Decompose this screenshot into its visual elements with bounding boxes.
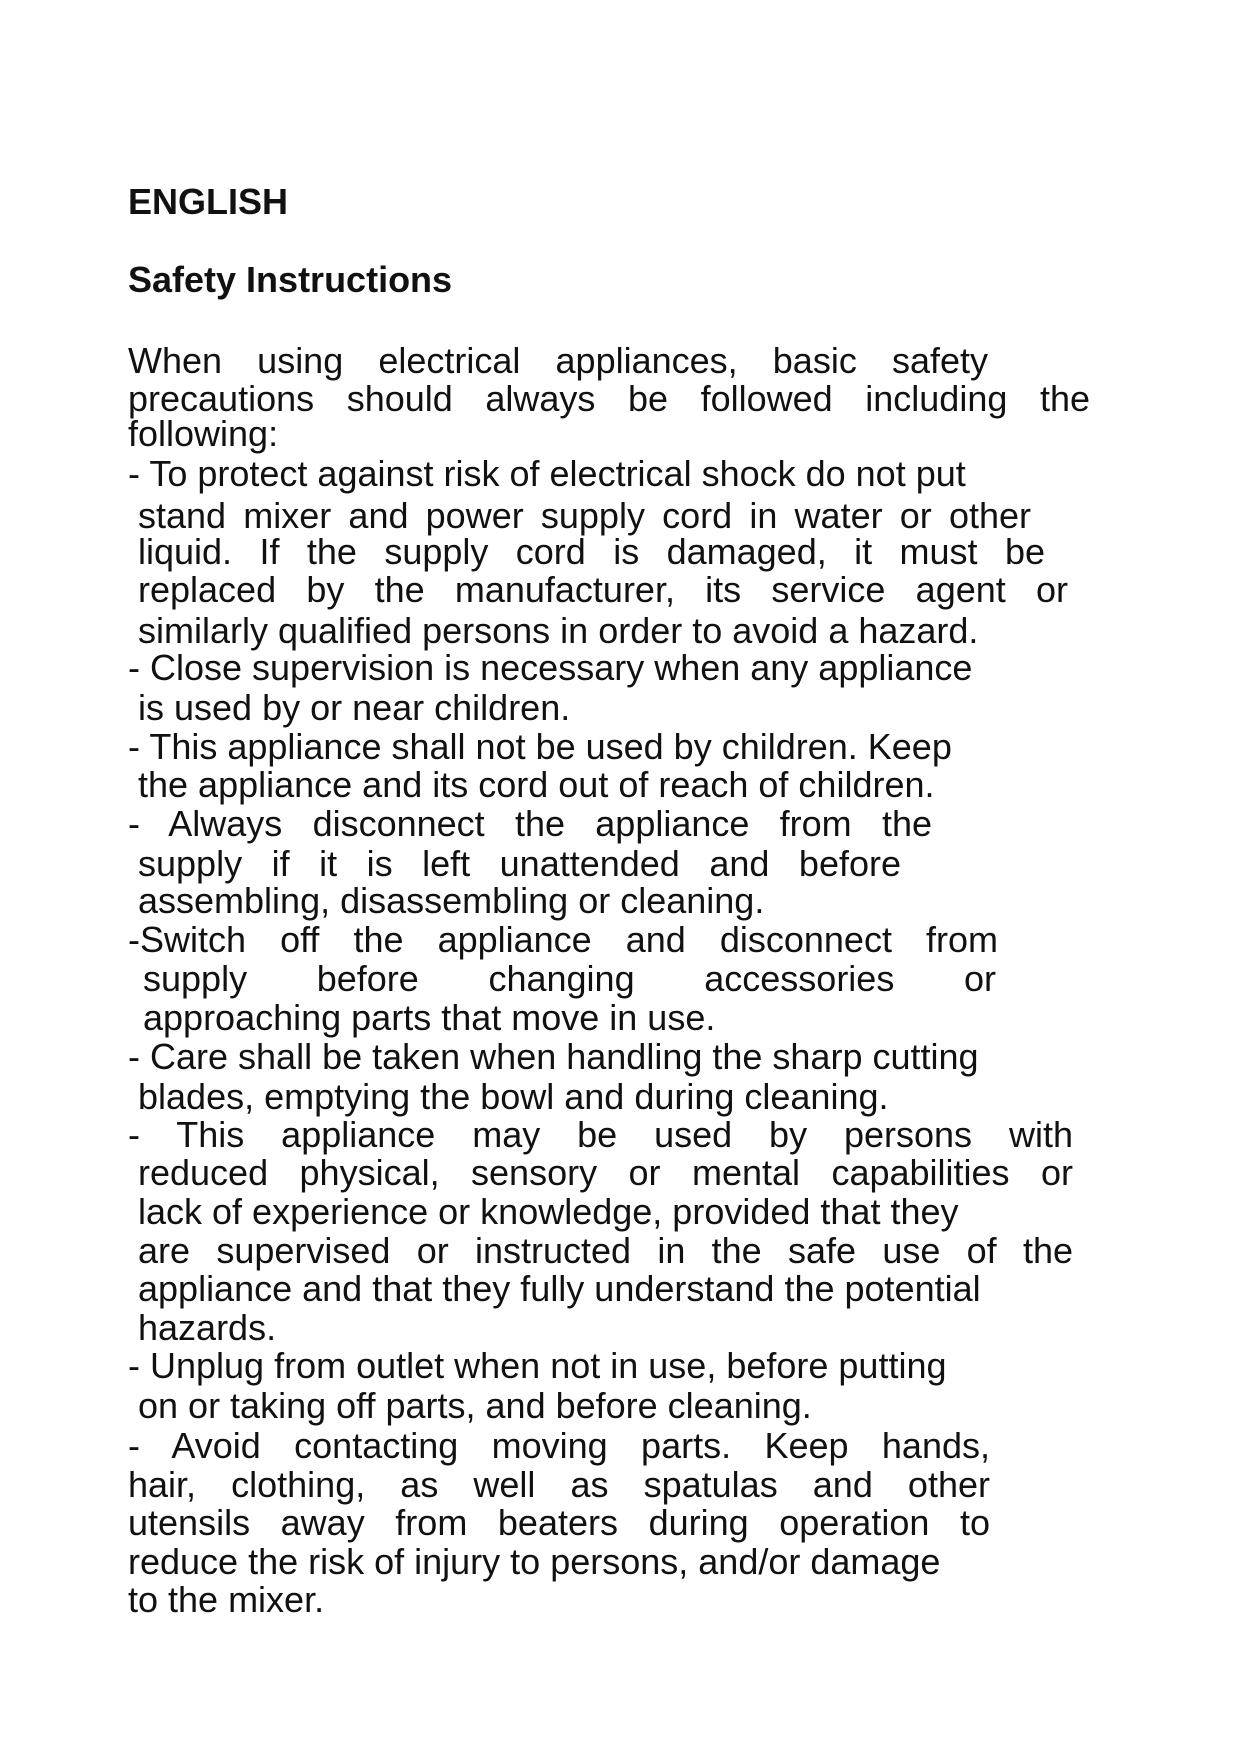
intro-line: following:: [128, 413, 279, 454]
item-line: hair, clothing, as well as spatulas and other: [128, 1464, 990, 1505]
item-line: approaching parts that move in use.: [143, 997, 716, 1038]
intro-line: precautions should always be followed including the: [128, 378, 1090, 419]
intro-line: When using electrical appliances, basic safety: [128, 340, 988, 381]
item-line: blades, emptying the bowl and during cleaning.: [138, 1076, 889, 1117]
item-line: - This appliance may be used by persons with: [128, 1114, 1073, 1155]
item-line: - Unplug from outlet when not in use, before putting: [128, 1345, 947, 1386]
item-line: - To protect against risk of electrical shock do not put: [128, 453, 966, 494]
item-line: appliance and that they fully understand the potential: [138, 1268, 981, 1309]
item-line: on or taking off parts, and before cleaning.: [138, 1385, 812, 1426]
item-line: similarly qualified persons in order to avoid a hazard.: [138, 610, 979, 651]
item-line: liquid. If the supply cord is damaged, it must be: [138, 531, 1045, 572]
item-line: - Close supervision is necessary when any appliance: [128, 647, 973, 688]
item-line: - Always disconnect the appliance from the: [128, 803, 932, 844]
item-line: the appliance and its cord out of reach of children.: [138, 764, 935, 805]
item-line: are supervised or instructed in the safe use of the: [138, 1230, 1073, 1271]
item-line: reduce the risk of injury to persons, and/or damage: [128, 1541, 941, 1582]
section-title: Safety Instructions: [128, 259, 453, 300]
item-line: - This appliance shall not be used by children. Keep: [128, 726, 952, 767]
item-line: - Care shall be taken when handling the sharp cutting: [128, 1036, 979, 1077]
item-line: hazards.: [138, 1307, 277, 1348]
item-line: utensils away from beaters during operation to: [128, 1502, 990, 1543]
item-line: -Switch off the appliance and disconnect from: [128, 919, 998, 960]
item-line: lack of experience or knowledge, provided that they: [138, 1191, 959, 1232]
item-line: replaced by the manufacturer, its service agent or: [138, 569, 1068, 610]
item-line: reduced physical, sensory or mental capabilities or: [138, 1152, 1073, 1193]
item-line: stand mixer and power supply cord in water or other: [138, 495, 1031, 536]
item-line: to the mixer.: [128, 1579, 325, 1620]
item-line: supply before changing accessories or: [143, 958, 996, 999]
item-line: is used by or near children.: [138, 687, 571, 728]
item-line: supply if it is left unattended and before: [138, 843, 901, 884]
item-line: assembling, disassembling or cleaning.: [138, 880, 765, 921]
item-line: - Avoid contacting moving parts. Keep hands,: [128, 1425, 990, 1466]
language-heading: ENGLISH: [128, 181, 289, 222]
